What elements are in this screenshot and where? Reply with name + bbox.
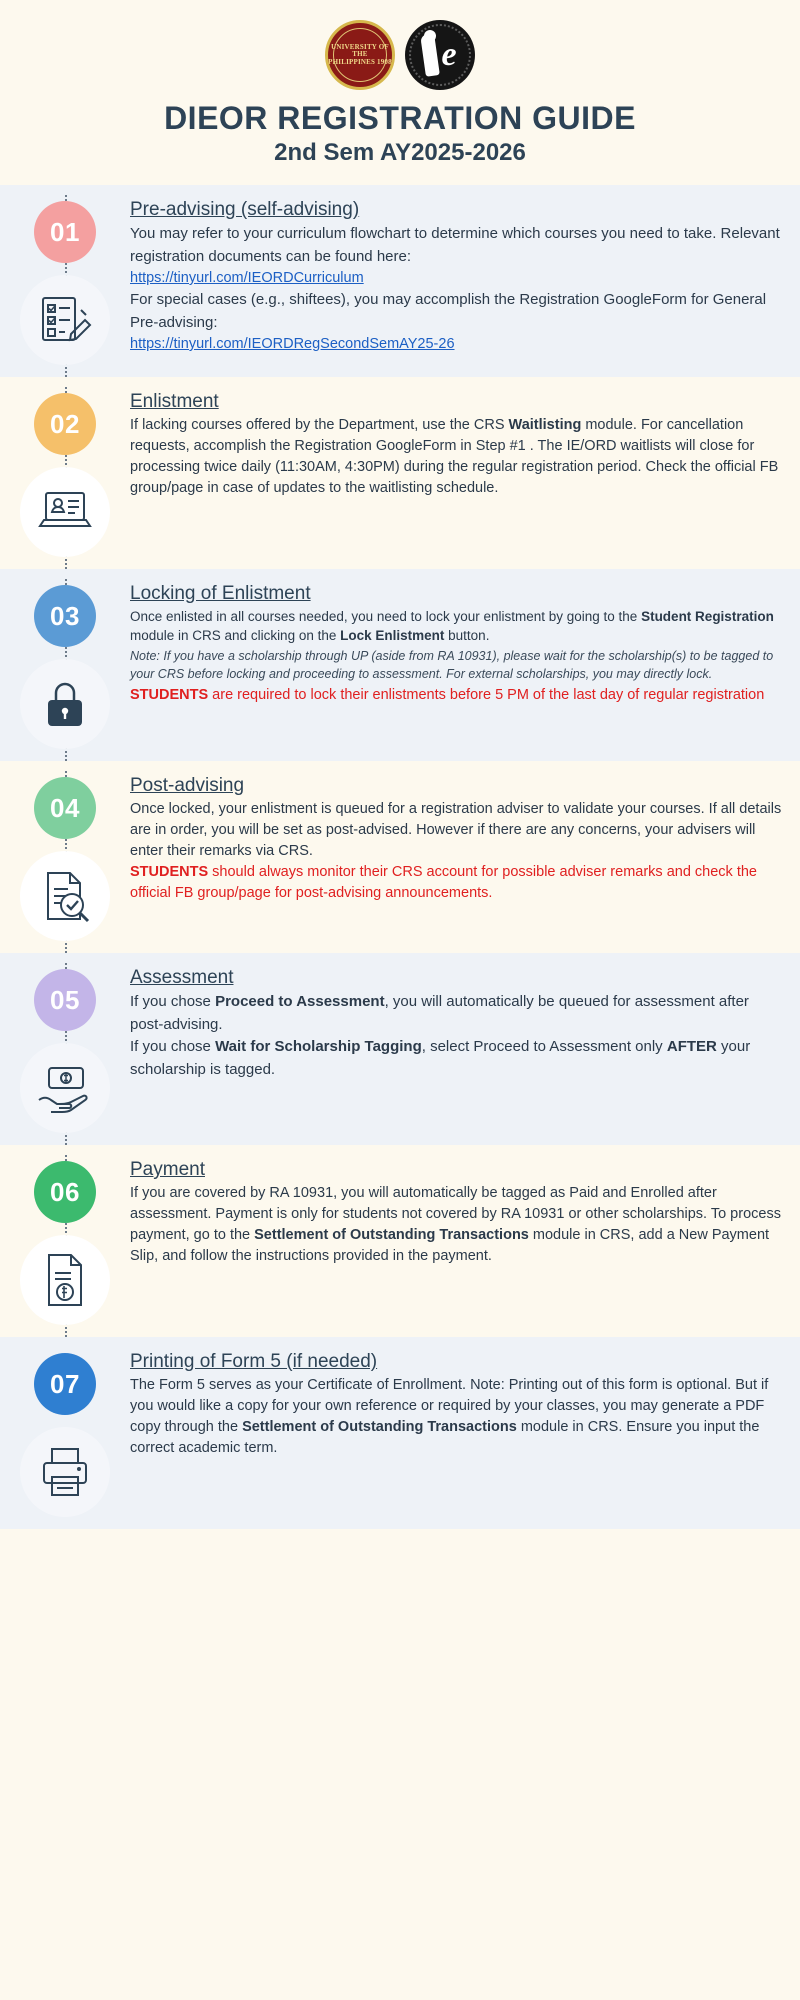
step-link-paragraph	[130, 334, 782, 355]
step-title: Locking of Enlistment	[130, 583, 311, 604]
step-alert: STUDENTS are required to lock their enlistments before 5 PM of the last day of regular registration	[130, 687, 765, 704]
step-paragraph: Once enlisted in all courses needed, you need to lock your enlistment by going to the Student Registration module in CRS and clicking on the Lock Enlistment button.	[130, 609, 774, 644]
step-icon-container	[20, 659, 110, 749]
step-title: Enlistment	[130, 391, 219, 412]
padlock-icon	[38, 675, 92, 733]
step-01	[0, 185, 800, 377]
step-marker-column	[0, 387, 130, 557]
external-link[interactable]: https://tinyurl.com/IEORDCurriculum	[130, 270, 364, 286]
step-marker-column	[0, 1347, 130, 1517]
steps-container	[0, 185, 800, 1529]
external-link[interactable]: https://tinyurl.com/IEORDRegSecondSemAY25-26	[130, 336, 455, 353]
step-content	[130, 387, 782, 499]
emphasis-text: Student Registration	[641, 609, 774, 624]
step-link-paragraph	[130, 268, 782, 289]
emphasis-text: STUDENTS	[130, 687, 213, 704]
step-06	[0, 1145, 800, 1337]
step-content	[130, 771, 782, 904]
page-title: DIEOR REGISTRATION GUIDE	[164, 100, 636, 136]
step-paragraph: If you chose Wait for Scholarship Tagging, select Proceed to Assessment only AFTER your scholarship is tagged.	[130, 1038, 751, 1078]
step-number-badge: 03	[34, 585, 96, 647]
step-03	[0, 569, 800, 761]
invoice-peso-icon	[37, 1249, 93, 1311]
step-marker-column	[0, 771, 130, 941]
ie-logo-letter: e	[441, 36, 457, 73]
step-paragraph: The Form 5 serves as your Certificate of Enrollment. Note: Printing out of this form is optional. But if you would like a copy for your own reference or required by your classes, you may generate a PDF copy through the Settlement of Outstanding Transactions module in CRS. Ensure you input the correct academic term.	[130, 1377, 769, 1457]
step-paragraph: You may refer to your curriculum flowchart to determine which courses you need to take. Relevant registration documents can be found here:	[130, 225, 780, 265]
step-number-badge: 02	[34, 393, 96, 455]
step-number-badge: 04	[34, 777, 96, 839]
step-title: Post-advising	[130, 775, 245, 796]
step-content	[130, 579, 782, 706]
ie-logo-ring	[409, 24, 471, 86]
emphasis-text: Waitlisting	[508, 417, 582, 433]
step-title: Assessment	[130, 967, 234, 988]
page-subtitle: 2nd Sem AY2025-2026	[274, 139, 526, 166]
ie-logo-head	[424, 30, 436, 42]
step-icon-container	[20, 275, 110, 365]
step-alert: STUDENTS should always monitor their CRS account for possible adviser remarks and check the official FB group/page for post-advising announcements.	[130, 864, 757, 902]
step-07	[0, 1337, 800, 1529]
step-marker-column	[0, 195, 130, 365]
emphasis-text: Lock Enlistment	[340, 628, 445, 644]
emphasis-text: AFTER	[666, 1038, 717, 1055]
emphasis-text: Settlement of Outstanding Transactions	[254, 1227, 529, 1244]
up-seal-logo	[325, 20, 395, 90]
step-icon-container	[20, 467, 110, 557]
step-paragraph: For special cases (e.g., shiftees), you may accomplish the Registration GoogleForm for General Pre-advising:	[130, 291, 767, 331]
step-paragraph: If you chose Proceed to Assessment, you will automatically be queued for assessment after post-advising.	[130, 993, 749, 1033]
step-title: Printing of Form 5 (if needed)	[130, 1351, 378, 1372]
emphasis-text: STUDENTS	[130, 864, 213, 881]
printer-icon	[34, 1443, 96, 1501]
step-number-badge: 07	[34, 1353, 96, 1415]
step-paragraph: Once locked, your enlistment is queued for a registration adviser to validate your courses. If all details are in order, you will be set as post-advised. However if there are any concerns, your advisers will enter their remarks via CRS.	[130, 801, 782, 860]
step-marker-column	[0, 963, 130, 1133]
step-content	[130, 963, 782, 1081]
step-05	[0, 953, 800, 1145]
step-paragraph: If you are covered by RA 10931, you will automatically be tagged as Paid and Enrolled after assessment. Payment is only for students not covered by RA 10931 or other scholarships. To process payment, go to the Settlement of Outstanding Transactions module in CRS, add a New Payment Slip, and follow the instructions provided in the payment.	[130, 1185, 781, 1265]
hand-money-icon	[33, 1060, 97, 1116]
emphasis-text: Settlement of Outstanding Transactions	[242, 1419, 517, 1436]
emphasis-text: Proceed to Assessment	[215, 993, 385, 1010]
logo-group	[0, 20, 800, 90]
header	[0, 0, 800, 185]
step-icon-container	[20, 1427, 110, 1517]
step-number-badge: 01	[34, 201, 96, 263]
step-content	[130, 1347, 782, 1459]
step-paragraph: If lacking courses offered by the Department, use the CRS Waitlisting module. For cancellation requests, accomplish the Registration GoogleForm in Step #1 . The IE/ORD waitlists will close for processing twice daily (11:30AM, 4:30PM) during the regular registration period. Check the official FB group/page in case of updates to the waitlisting schedule.	[130, 417, 779, 497]
step-content	[130, 195, 782, 355]
step-content	[130, 1155, 782, 1267]
step-02	[0, 377, 800, 569]
step-title: Payment	[130, 1159, 205, 1180]
laptop-id-icon	[34, 481, 96, 543]
step-note: Note: If you have a scholarship through UP (aside from RA 10931), please wait for the scholarship(s) to be tagged to your CRS before locking and proceeding to assessment. For external scholarships, you may directly lock.	[130, 649, 774, 681]
checklist-pencil-icon	[35, 290, 95, 350]
step-title: Pre-advising (self-advising)	[130, 199, 360, 220]
step-number-badge: 05	[34, 969, 96, 1031]
step-icon-container	[20, 1043, 110, 1133]
step-marker-column	[0, 579, 130, 749]
emphasis-text: Wait for Scholarship Tagging	[215, 1038, 422, 1055]
step-number-badge: 06	[34, 1161, 96, 1223]
up-seal-text: UNIVERSITY OF THE PHILIPPINES 1908	[328, 42, 392, 66]
ie-ord-logo	[405, 20, 475, 90]
step-marker-column	[0, 1155, 130, 1325]
step-icon-container	[20, 851, 110, 941]
step-icon-container	[20, 1235, 110, 1325]
document-check-magnifier-icon	[34, 865, 96, 927]
step-04	[0, 761, 800, 953]
